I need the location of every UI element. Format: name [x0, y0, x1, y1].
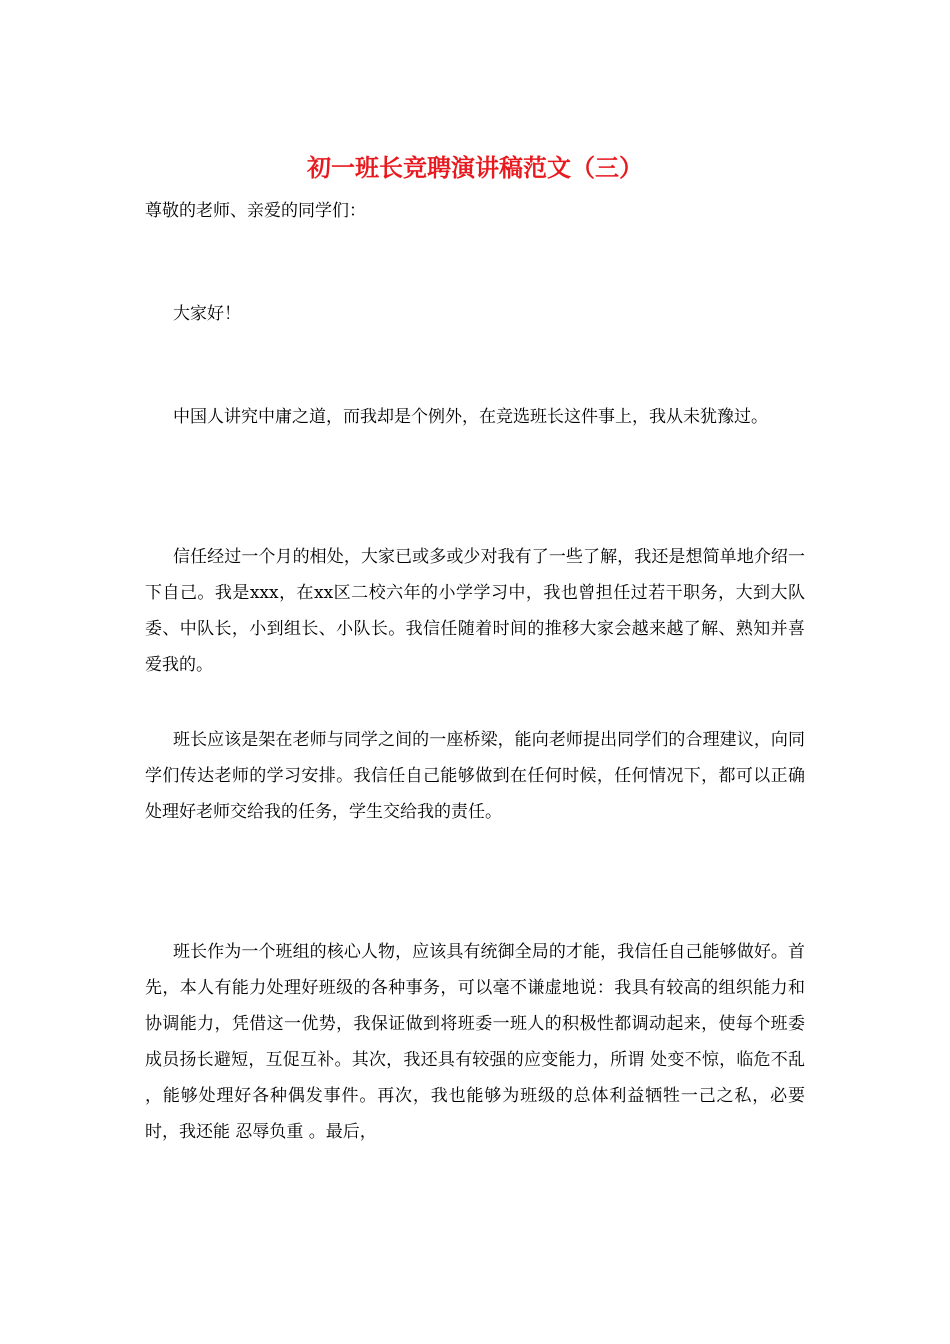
- paragraph-core-abilities: 班长作为一个班组的核心人物，应该具有统御全局的才能，我信任自己能够做好。首先，本人有能力处理好班级的各种事务，可以毫不谦虚地说：我具有较高的组织能力和协调能力，凭借这一优势，我保证做到将班委一班人的积极性都调动起来，使每个班委成员扬长避短，互促互补。其次，我还具有较强的应变能力，所谓 处变不惊，临危不乱 ，能够处理好各种偶发事件。再次，我也能够为班级的总体利益牺牲一己之私，必要时，我还能 忍辱负重 。最后，: [145, 942, 805, 1142]
- paragraph-intro: 中国人讲究中庸之道，而我却是个例外，在竞选班长这件事上，我从未犹豫过。: [173, 407, 768, 427]
- paragraph-self-introduction: 信任经过一个月的相处，大家已或多或少对我有了一些了解，我还是想简单地介绍一下自己。我是xxx，在xx区二校六年的小学学习中，我也曾担任过若干职务，大到大队委、中队长，小到组长、小队长。我信任随着时间的推移大家会越来越了解、熟知并喜爱我的。: [145, 547, 805, 675]
- document-title: 初一班长竞聘演讲稿范文（三）: [307, 153, 643, 182]
- paragraph-bridge-role: 班长应该是架在老师与同学之间的一座桥梁，能向老师提出同学们的合理建议，向同学们传达老师的学习安排。我信任自己能够做到在任何时候，任何情况下，都可以正确处理好老师交给我的任务，学生交给我的责任。: [145, 730, 805, 822]
- paragraph-greeting: 大家好！: [173, 304, 241, 324]
- salutation: 尊敬的老师、亲爱的同学们：: [145, 201, 366, 221]
